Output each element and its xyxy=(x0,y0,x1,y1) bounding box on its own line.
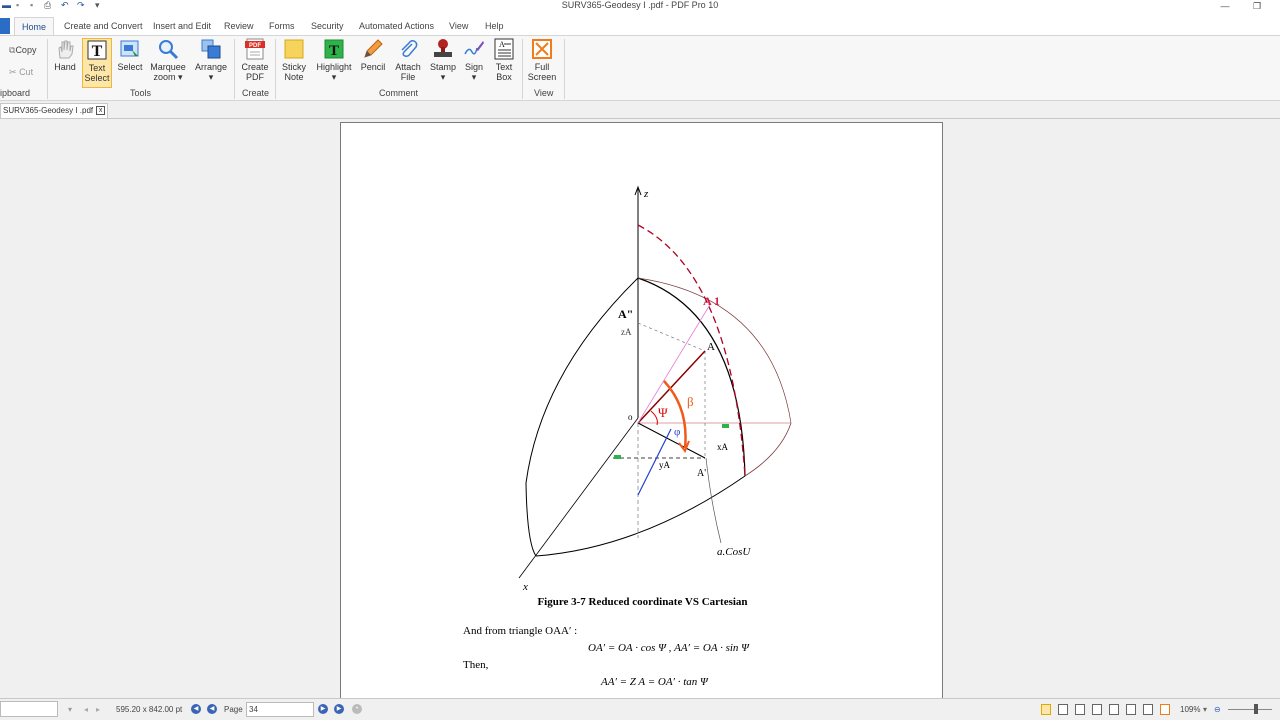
sticky-note-icon xyxy=(283,38,305,60)
two-page-continuous-view-icon[interactable] xyxy=(1092,704,1102,715)
left-dropdown-arrow-icon[interactable]: ▾ xyxy=(68,705,73,714)
svg-text:T: T xyxy=(328,43,340,59)
separator xyxy=(275,39,276,99)
phi-label: φ xyxy=(674,426,681,438)
text-box-button[interactable]: A Text Box xyxy=(491,38,517,88)
annotation-note: a.CosU xyxy=(717,546,751,558)
zoom-slider-track[interactable] xyxy=(1228,709,1272,710)
tab-forms[interactable]: Forms xyxy=(269,21,295,31)
undo-icon[interactable]: ↶ xyxy=(61,0,69,10)
continuous-view-icon[interactable] xyxy=(1058,704,1068,715)
origin-label: o xyxy=(628,412,633,422)
clipboard-group-label: ipboard xyxy=(0,88,31,98)
highlight-button[interactable]: T Highlight ▾ xyxy=(314,38,354,88)
figure-3-7-diagram xyxy=(341,123,943,593)
pencil-button[interactable]: Pencil xyxy=(360,38,386,88)
arrange-icon xyxy=(200,38,222,60)
tab-insert-and-edit[interactable]: Insert and Edit xyxy=(153,21,212,31)
beta-label: β xyxy=(687,394,694,409)
cut-icon: ✂ xyxy=(9,67,17,77)
last-page-button[interactable]: ▶ xyxy=(334,704,344,714)
attach-file-button[interactable]: Attach File xyxy=(393,38,423,88)
previous-page-button[interactable]: ◀ xyxy=(207,704,217,714)
separator xyxy=(234,39,235,99)
copy-icon: ⧉ xyxy=(9,45,16,55)
fit-page-icon[interactable] xyxy=(1126,704,1136,715)
zoom-dropdown-icon[interactable]: ▾ xyxy=(1203,705,1208,714)
single-page-view-icon[interactable] xyxy=(1041,704,1051,715)
separator xyxy=(522,39,523,99)
hand-icon xyxy=(54,38,76,60)
comment-group-label: Comment xyxy=(379,88,419,98)
file-tab[interactable] xyxy=(0,18,10,34)
za-label: zA xyxy=(621,327,632,337)
svg-text:PDF: PDF xyxy=(249,43,261,49)
z-axis-label: z xyxy=(644,188,649,200)
document-tab[interactable] xyxy=(0,103,108,118)
actual-size-icon[interactable] xyxy=(1143,704,1153,715)
ribbon xyxy=(0,35,1280,101)
view-group-label: View xyxy=(534,88,554,98)
ribbon-tabs xyxy=(0,17,1280,35)
two-page-view-icon[interactable] xyxy=(1075,704,1085,715)
psi-label: Ψ xyxy=(658,405,668,420)
sticky-note-button[interactable]: Sticky Note xyxy=(280,38,308,88)
svg-text:T: T xyxy=(91,43,103,60)
ya-label: yA xyxy=(659,460,670,470)
select-button[interactable]: Select xyxy=(117,38,143,88)
point-a-prime-label: A' xyxy=(697,468,707,479)
stamp-icon xyxy=(432,38,454,60)
marquee-zoom-button[interactable]: Marquee zoom ▾ xyxy=(150,38,186,88)
first-page-button[interactable]: ◀ xyxy=(191,704,201,714)
tab-home[interactable]: Home xyxy=(14,17,54,35)
page-number-input[interactable]: 34 xyxy=(246,702,314,717)
document-viewer[interactable] xyxy=(0,119,1280,698)
equation-1: OA′ = OA · cos Ψ , AA′ = OA · sin Ψ xyxy=(588,642,749,654)
tab-security[interactable]: Security xyxy=(311,21,344,31)
left-dropdown[interactable] xyxy=(0,701,58,717)
equation-2: AA′ = Z A = OA′ · tan Ψ xyxy=(601,676,708,688)
copy-button[interactable]: ⧉Copy xyxy=(9,45,37,55)
next-page-button[interactable]: ▶ xyxy=(318,704,328,714)
tools-group-label: Tools xyxy=(130,88,152,98)
text-line-triangle: And from triangle OAA′ : xyxy=(463,625,578,637)
title-bar xyxy=(0,0,1280,18)
restore-button[interactable]: ❐ xyxy=(1252,1,1262,11)
fit-width-icon[interactable] xyxy=(1109,704,1119,715)
tab-create-and-convert[interactable]: Create and Convert xyxy=(64,21,143,31)
zoom-level: 109% xyxy=(1180,705,1201,714)
open-icon[interactable]: ▬ xyxy=(2,0,11,10)
tab-view[interactable]: View xyxy=(449,21,469,31)
pdf-page xyxy=(340,122,943,712)
sign-button[interactable]: Sign ▾ xyxy=(462,38,486,88)
first-page-icon[interactable]: ◂ xyxy=(84,705,89,714)
point-a-label: A xyxy=(707,341,715,353)
create-pdf-button[interactable]: PDF Create PDF xyxy=(240,38,270,88)
figure-caption: Figure 3-7 Reduced coordinate VS Cartesian xyxy=(537,596,748,608)
page-label: Page xyxy=(224,705,243,714)
zoom-out-icon[interactable]: ⊖ xyxy=(1214,705,1221,714)
prev-icon[interactable]: ▸ xyxy=(96,705,101,714)
text-box-icon xyxy=(493,38,515,60)
signature-pen-icon xyxy=(463,38,485,60)
text-line-then: Then, xyxy=(463,659,489,671)
status-bar xyxy=(0,698,1280,720)
zoom-slider-handle[interactable] xyxy=(1254,704,1258,714)
svg-text:A: A xyxy=(499,40,505,49)
text-select-button[interactable]: T Text Select xyxy=(82,38,112,88)
cut-button[interactable]: ✂ Cut xyxy=(9,67,34,77)
save-as-icon[interactable]: ▪ xyxy=(30,0,34,10)
arrange-button[interactable]: Arrange ▾ xyxy=(194,38,228,88)
history-button[interactable]: • xyxy=(352,704,362,714)
pdf-file-icon xyxy=(244,38,266,60)
pencil-icon xyxy=(362,38,384,60)
tab-help[interactable]: Help xyxy=(485,21,504,31)
stamp-button[interactable]: Stamp ▾ xyxy=(429,38,457,88)
customize-toolbar-icon[interactable]: ▾ xyxy=(95,0,100,10)
hand-tool-button[interactable]: Hand xyxy=(52,38,78,88)
page-size-readout: 595.20 x 842.00 pt xyxy=(116,705,183,714)
close-tab-icon[interactable]: x xyxy=(96,106,105,115)
save-icon[interactable]: ▪ xyxy=(16,0,20,10)
full-screen-status-icon[interactable] xyxy=(1160,704,1170,715)
separator xyxy=(564,39,565,99)
redo-icon[interactable]: ↷ xyxy=(77,0,85,10)
create-group-label: Create xyxy=(242,88,270,98)
point-a1-label: A 1 xyxy=(703,294,721,308)
point-a-double-prime-label: A" xyxy=(618,307,634,321)
full-screen-icon xyxy=(531,38,553,60)
window-title: SURV365-Geodesy I .pdf - PDF Pro 10 xyxy=(561,0,719,10)
text-cursor-icon xyxy=(86,39,108,61)
select-icon xyxy=(119,38,141,60)
paperclip-icon xyxy=(397,38,419,60)
minimize-button[interactable]: — xyxy=(1220,1,1230,11)
document-tab-bar xyxy=(0,101,1280,119)
full-screen-button[interactable]: Full Screen xyxy=(527,38,557,88)
highlight-icon xyxy=(323,38,345,60)
document-tab-label: SURV365-Geodesy I .pdf xyxy=(3,106,94,115)
tab-automated-actions[interactable]: Automated Actions xyxy=(359,21,435,31)
xa-label: xA xyxy=(717,442,728,452)
magnifier-icon xyxy=(157,38,179,60)
x-axis-label: x xyxy=(523,581,528,593)
print-icon[interactable]: ⎙ xyxy=(44,0,52,10)
separator xyxy=(47,39,48,99)
tab-review[interactable]: Review xyxy=(224,21,254,31)
